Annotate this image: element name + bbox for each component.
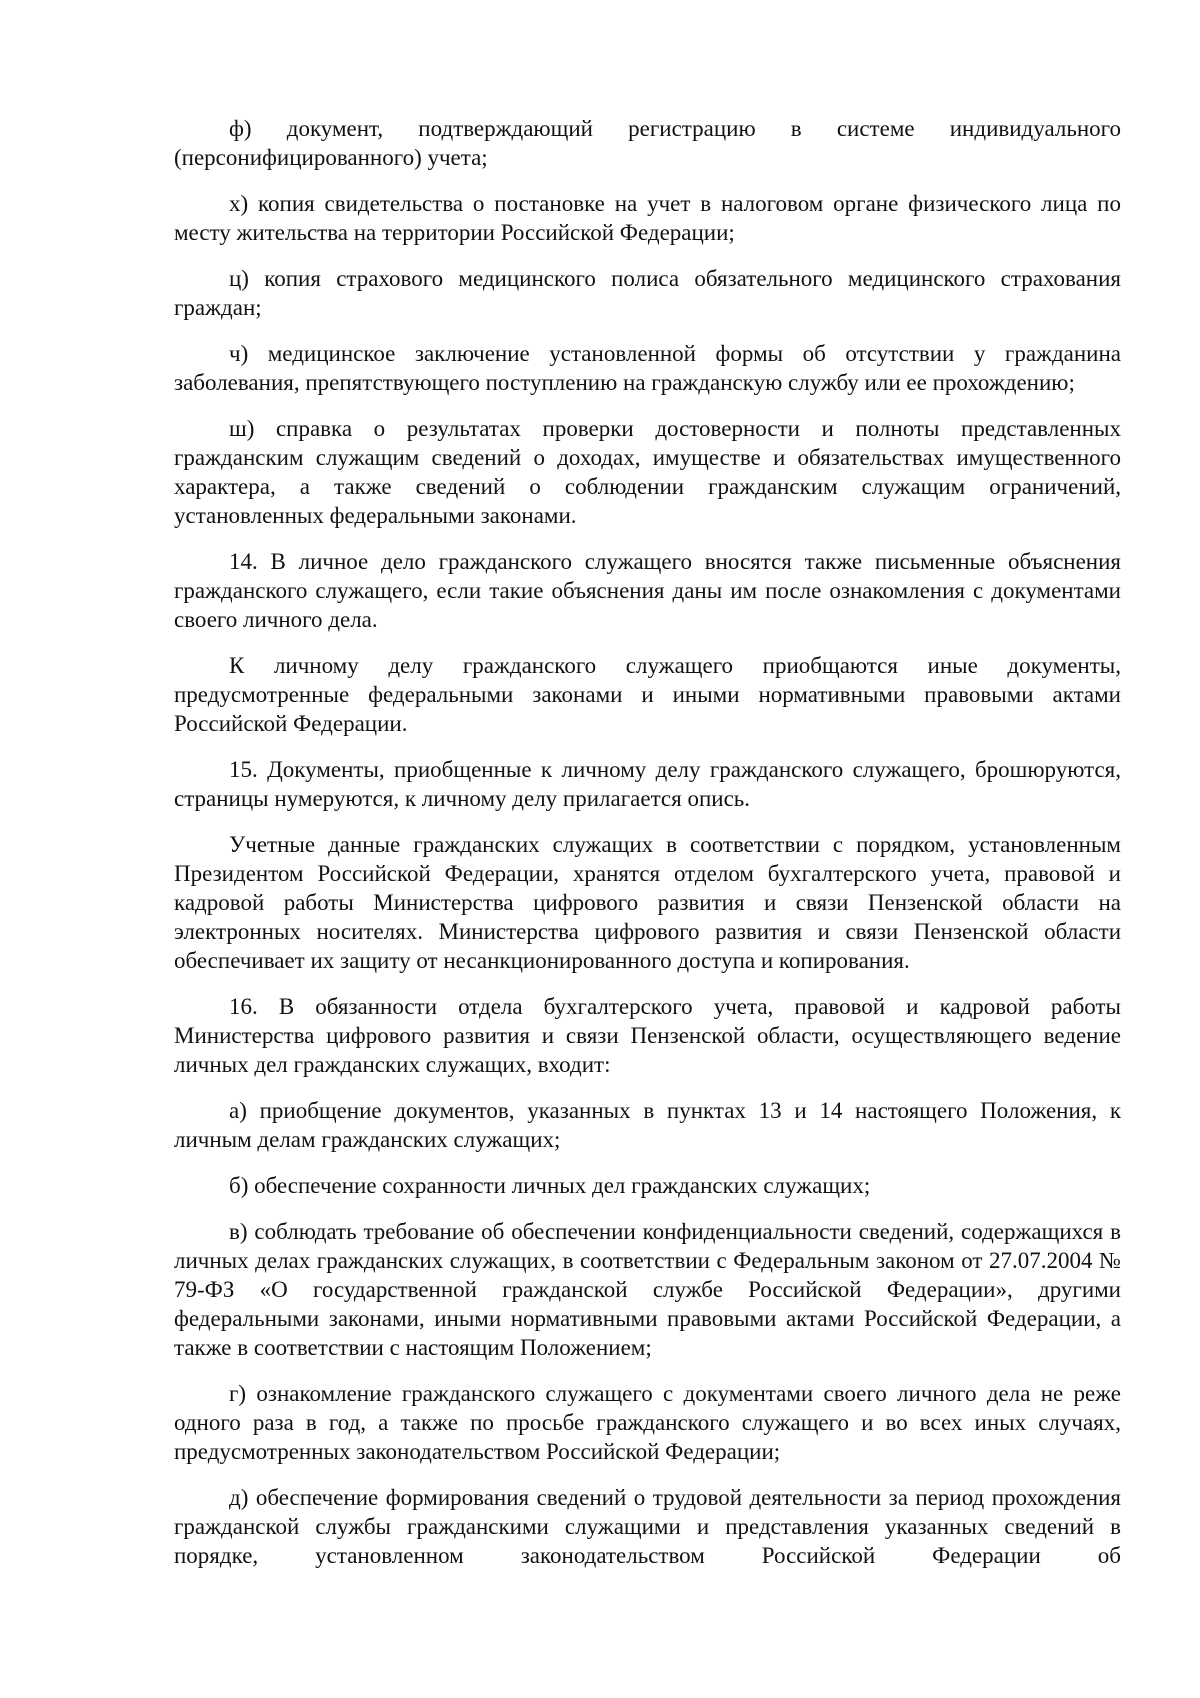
document-page xyxy=(174,114,1121,1570)
paragraph-16-g: г) ознакомление гражданского служащего с документами своего личного дела не реже одного раза в год, а также по просьбе гражданского служащего и во всех иных случаях, предусмотренных законодательством Российской Федерации; xyxy=(174,1381,1121,1464)
paragraph-14: 14. В личное дело гражданского служащего вносятся также письменные объяснения гражданского служащего, если такие объяснения даны им после ознакомления с документами своего личного дела. xyxy=(174,549,1121,632)
paragraph-ch: ч) медицинское заключение установленной формы об отсутствии у гражданина заболевания, препятствующего поступлению на гражданскую службу или ее прохождению; xyxy=(174,341,1121,395)
paragraph-16: 16. В обязанности отдела бухгалтерского учета, правовой и кадровой работы Министерства цифрового развития и связи Пензенской области, осуществляющего ведение личных дел гражданских служащих, входит: xyxy=(174,994,1121,1077)
paragraph-16-b: б) обеспечение сохранности личных дел гражданских служащих; xyxy=(229,1173,871,1198)
paragraph-15-records: Учетные данные гражданских служащих в соответствии с порядком, установленным Президентом Российской Федерации, хранятся отделом бухгалтерского учета, правовой и кадровой работы Министерства цифрового развития и связи Пензенской области на электронных носителях. Министерства цифрового развития и связи Пензенской области обеспечивает их защиту от несанкционированного доступа и копирования. xyxy=(174,832,1121,973)
paragraph-16-v: в) соблюдать требование об обеспечении конфиденциальности сведений, содержащихся в личных делах гражданских служащих, в соответствии с Федеральным законом от 27.07.2004 № 79-ФЗ «О государственной гражданской службе Российской Федерации», другими федеральными законами, иными нормативными правовыми актами Российской Федерации, а также в соответствии с настоящим Положением; xyxy=(174,1219,1121,1360)
paragraph-sh: ш) справка о результатах проверки достоверности и полноты представленных гражданским служащим сведений о доходах, имуществе и обязательствах имущественного характера, а также сведений о соблюдении гражданским служащим ограничений, установленных федеральными законами. xyxy=(174,416,1121,528)
paragraph-kh: х) копия свидетельства о постановке на учет в налоговом органе физического лица по месту жительства на территории Российской Федерации; xyxy=(174,191,1121,245)
paragraph-16-a: а) приобщение документов, указанных в пунктах 13 и 14 настоящего Положения, к личным делам гражданских служащих; xyxy=(174,1098,1121,1152)
paragraph-f: ф) документ, подтверждающий регистрацию в системе индивидуального (персонифицированного) учета; xyxy=(174,116,1121,170)
paragraph-15: 15. Документы, приобщенные к личному делу гражданского служащего, брошюруются, страницы нумеруются, к личному делу прилагается опись. xyxy=(174,757,1121,811)
paragraph-ts: ц) копия страхового медицинского полиса обязательного медицинского страхования граждан; xyxy=(174,266,1121,320)
paragraph-16-d: д) обеспечение формирования сведений о трудовой деятельности за период прохождения гражданской службы гражданскими служащими и представления указанных сведений в порядке, установленном законодательством Российской Федерации об xyxy=(174,1485,1121,1568)
paragraph-14-addendum: К личному делу гражданского служащего приобщаются иные документы, предусмотренные федеральными законами и иными нормативными правовыми актами Российской Федерации. xyxy=(174,653,1121,736)
